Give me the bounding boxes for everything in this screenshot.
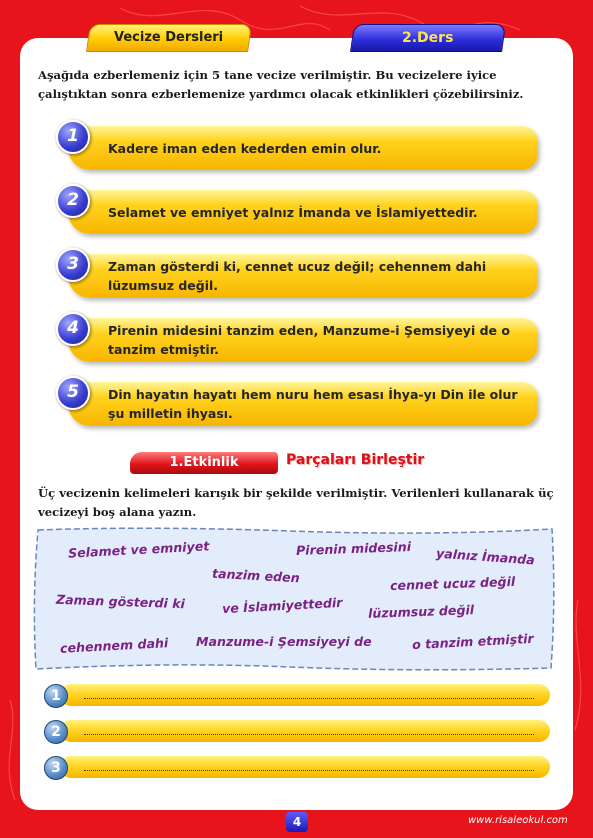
page-number: 4 <box>286 812 308 832</box>
saying-text: Selamet ve emniyet yalnız İmanda ve İslamiyettedir. <box>108 204 478 220</box>
word-fragment: Pirenin midesini <box>295 538 412 559</box>
word-fragment: ve İslamiyettedir <box>221 594 343 617</box>
saying-number-badge: 5 <box>56 376 90 410</box>
word-fragment: yalnız İmanda <box>435 545 536 568</box>
website-link[interactable]: www.risaleokul.com <box>468 815 568 826</box>
saying-3 <box>68 254 538 298</box>
activity-title: Parçaları Birleştir <box>286 452 425 468</box>
answer-number-badge: 3 <box>44 756 68 780</box>
saying-text: Kadere iman eden kederden emin olur. <box>108 140 382 156</box>
lesson-series-tab: Vecize Dersleri <box>86 24 252 52</box>
saying-text: Pirenin midesini tanzim eden, Manzume-i Şemsiyeyi de o tanzim etmiştir. <box>108 323 510 357</box>
word-fragment: cennet ucuz değil <box>389 573 516 594</box>
saying-text: Zaman gösterdi ki, cennet ucuz değil; cehennem dahi lüzumsuz değil. <box>108 259 487 293</box>
answer-number-badge: 1 <box>44 684 68 708</box>
word-fragment: Manzume-i Şemsiyeyi de <box>196 634 372 649</box>
word-fragment: o tanzim etmiştir <box>411 630 535 653</box>
word-fragment: lüzumsuz değil <box>367 602 475 621</box>
activity-label: 1.Etkinlik <box>130 452 278 474</box>
word-fragment: Zaman gösterdi ki <box>55 591 186 612</box>
word-fragment: tanzim eden <box>211 565 301 586</box>
answer-line-2[interactable] <box>60 720 550 742</box>
answer-number-badge: 2 <box>44 720 68 744</box>
lesson-number-tab: 2.Ders <box>350 24 506 52</box>
word-fragment: Selamet ve emniyet <box>67 538 210 561</box>
saying-5 <box>68 382 538 426</box>
answer-line-3[interactable] <box>60 756 550 778</box>
saying-number-badge: 4 <box>56 312 90 346</box>
saying-number-badge: 1 <box>56 120 90 154</box>
activity-instructions: Üç vecizenin kelimeleri karışık bir şekilde verilmiştir. Verilenleri kullanarak üç vecizeyi boş alana yazın. <box>38 486 554 519</box>
answer-line-1[interactable] <box>60 684 550 706</box>
saying-number-badge: 2 <box>56 184 90 218</box>
saying-text: Din hayatın hayatı hem nuru hem esası İhya-yı Din ile olur şu milletin ihyası. <box>108 387 518 421</box>
saying-2 <box>68 190 538 234</box>
saying-1 <box>68 126 538 170</box>
saying-number-badge: 3 <box>56 248 90 282</box>
word-fragment: cehennem dahi <box>59 635 169 656</box>
intro-paragraph: Aşağıda ezberlemeniz için 5 tane vecize verilmiştir. Bu vecizelere iyice çalıştıktan sonra ezberlemenize yardımcı olacak etkinlikleri çözebilirsiniz. <box>38 68 524 101</box>
saying-4 <box>68 318 538 362</box>
